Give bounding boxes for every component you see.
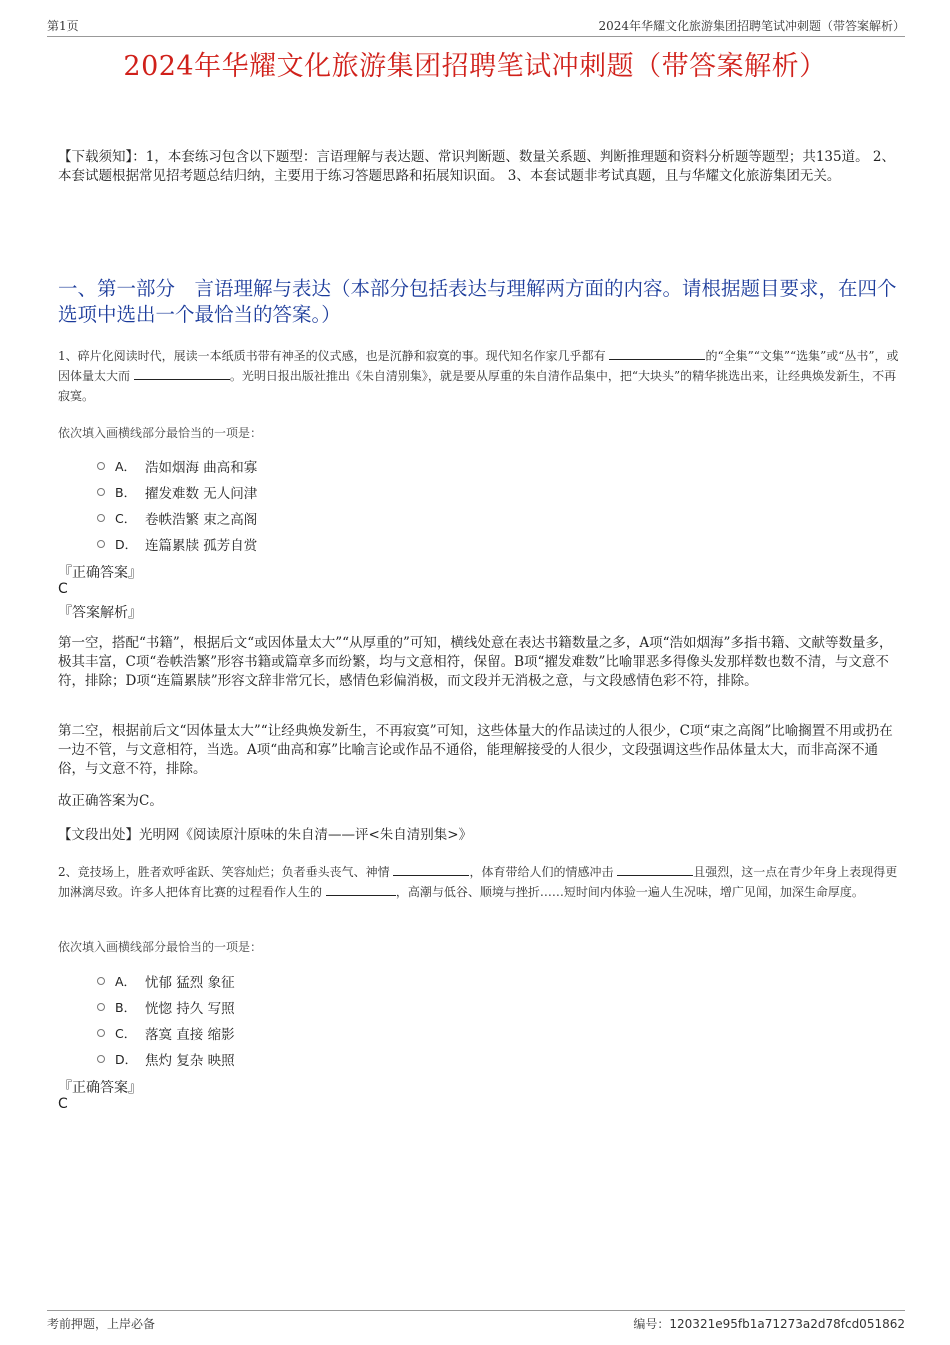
question-2-option-a[interactable]	[97, 968, 235, 994]
question-2-option-b[interactable]	[97, 994, 235, 1020]
option-text: 落寞 直接 缩影	[145, 1027, 235, 1043]
footer-code: 120321e95fb1a71273a2d78fcd051862	[669, 1317, 905, 1331]
option-text: 恍惚 持久 写照	[145, 1001, 235, 1017]
option-text: 连篇累牍 孤芳自赏	[145, 538, 258, 554]
footer-slogan: 考前押题，上岸必备	[47, 1317, 156, 1331]
question-2-option-c[interactable]	[97, 1020, 235, 1046]
question-2-correct-label: 『正确答案』	[58, 1080, 142, 1096]
question-1-analysis-p2: 第二空，根据前后文“因体量太大”“让经典焕发新生，不再寂寞”可知，这些体量大的作品读过的人很少，C项“束之高阁”比喻搁置不用或扔在一边不管，与文意相符，当选。A项“曲高和寡”比喻言论或作品不通俗，能理解接受的人很少，文段强调这些作品体量太大，而非高深不通俗，与文意不符，排除。	[58, 723, 893, 777]
radio-icon[interactable]	[97, 462, 105, 470]
option-text: 焦灼 复杂 映照	[145, 1053, 235, 1069]
question-1-stem	[58, 346, 902, 406]
question-2-option-d[interactable]	[97, 1046, 235, 1072]
question-1-option-b[interactable]	[97, 479, 257, 505]
option-text: 浩如烟海 曲高和寡	[145, 460, 258, 476]
question-1-prompt: 依次填入画横线部分最恰当的一项是：	[58, 426, 263, 440]
document-title: 2024年华耀文化旅游集团招聘笔试冲刺题（带答案解析）	[123, 51, 827, 82]
page-header	[47, 14, 905, 37]
page-footer	[47, 1310, 905, 1332]
question-1-option-c[interactable]	[97, 505, 257, 531]
option-letter: B．	[115, 485, 137, 500]
question-2-prompt: 依次填入画横线部分最恰当的一项是：	[58, 940, 263, 954]
question-1-conclusion: 故正确答案为C。	[58, 793, 163, 809]
page-number: 第1页	[47, 19, 79, 33]
question-2-blank-1	[393, 863, 469, 876]
option-letter: A．	[115, 974, 137, 989]
radio-icon[interactable]	[97, 1003, 105, 1011]
question-1-option-a[interactable]	[97, 453, 257, 479]
question-2-blank-3	[326, 883, 396, 896]
download-notice: 【下载须知】：1，本套练习包含以下题型：言语理解与表达题、常识判断题、数量关系题、判断推理题和资料分析题等题型；共135道。 2、本套试题根据常见招考题总结归纳，主要用于练习答题思路和拓展知识面。 3、本套试题非考试真题，且与华耀文化旅游集团无关。	[58, 149, 895, 184]
question-2-blank-2	[617, 863, 693, 876]
radio-icon[interactable]	[97, 1055, 105, 1063]
option-text: 忧郁 猛烈 象征	[145, 975, 235, 991]
question-1-text-part: 。光明日报出版社推出《朱自清别集》，就是要从厚重的朱自清作品集中，把“大块头”的精华挑选出来，让经典焕发新生，不再寂寞。	[58, 369, 897, 403]
option-letter: C．	[115, 511, 137, 526]
question-2-text-part: ，体育带给人们的情感冲击	[469, 865, 618, 879]
question-1-blank-2	[134, 367, 230, 380]
question-2-options	[97, 968, 235, 1072]
question-1-analysis-label: 『答案解析』	[58, 605, 142, 621]
radio-icon[interactable]	[97, 977, 105, 985]
radio-icon[interactable]	[97, 540, 105, 548]
question-1-analysis-p1: 第一空，搭配“书籍”，根据后文“或因体量太大”“从厚重的”可知，横线处意在表达书籍数量之多，A项“浩如烟海”多指书籍、文献等数量多，极其丰富，C项“卷帙浩繁”形容书籍或篇章多而纷繁，均与文意相符，保留。B项“擢发难数”比喻罪恶多得像头发那样数也数不清，与文意不符，排除；D项“连篇累牍”形容文辞非常冗长，感情色彩偏消极，而文段并无消极之意，与文段感情色彩不符，排除。	[58, 635, 893, 689]
option-letter: B．	[115, 1000, 137, 1015]
option-letter: A．	[115, 459, 137, 474]
question-2-answer: C	[58, 1096, 68, 1112]
option-text: 卷帙浩繁 束之高阁	[145, 512, 258, 528]
option-letter: D．	[115, 1052, 138, 1067]
question-1-text-part: 1、碎片化阅读时代，展读一本纸质书带有神圣的仪式感，也是沉静和寂寞的事。现代知名作家几乎都有	[58, 349, 610, 363]
question-1-option-d[interactable]	[97, 531, 257, 557]
question-2-text-part: ，高潮与低谷、顺境与挫折……短时间内体验一遍人生况味，增广见闻，加深生命厚度。	[395, 885, 864, 899]
footer-code-label: 编号：	[633, 1317, 670, 1331]
footer-code-wrap	[633, 1315, 905, 1332]
question-1-answer: C	[58, 581, 68, 597]
section-heading: 一、第一部分 言语理解与表达（本部分包括表达与理解两方面的内容。请根据题目要求，在四个选项中选出一个最恰当的答案。）	[58, 277, 897, 326]
header-doc-title: 2024年华耀文化旅游集团招聘笔试冲刺题（带答案解析）	[598, 19, 905, 33]
question-2-text-part: 2、竞技场上，胜者欢呼雀跃、笑容灿烂；负者垂头丧气、神情	[58, 865, 394, 879]
question-1-correct-label: 『正确答案』	[58, 565, 142, 581]
option-text: 擢发难数 无人问津	[145, 486, 258, 502]
question-2-stem	[58, 862, 902, 902]
option-letter: D．	[115, 537, 138, 552]
radio-icon[interactable]	[97, 514, 105, 522]
question-1-options	[97, 453, 257, 557]
question-1-source: 【文段出处】光明网《阅读原汁原味的朱自清——评<朱自清别集>》	[58, 827, 473, 843]
option-letter: C．	[115, 1026, 137, 1041]
radio-icon[interactable]	[97, 1029, 105, 1037]
question-1-blank-1	[609, 347, 705, 360]
radio-icon[interactable]	[97, 488, 105, 496]
question-2-text-part: 且强烈，这一点在青少年身上表现得更加淋漓尽致。许多人把体育比赛的过程看作人生的	[58, 865, 898, 899]
question-1-text-part: 的“全集”“文集”“选集”或“丛书”，或因体量太大而	[58, 349, 899, 383]
